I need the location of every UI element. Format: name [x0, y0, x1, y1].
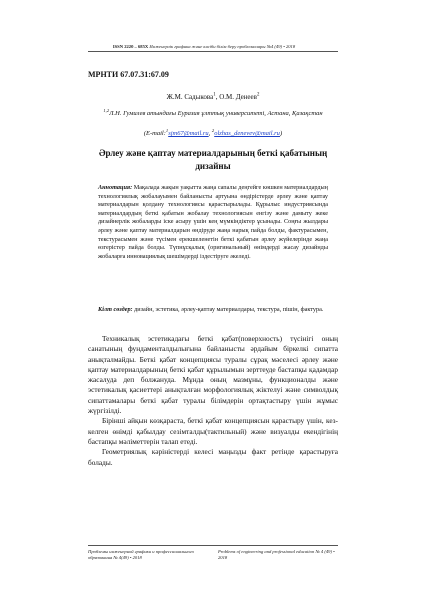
email-1-link[interactable]: sjm67@mail.ru	[168, 130, 209, 137]
paragraph-1: Техникалық эстетикадағы беткі қабат(поверхность) түсінігі оның санатының фундаменталдылығына байланысты әрдайым біркелкі сипатта анықталмайды. Беткі қабат концепциясы туралы сұрақ мәселесі әрлеу және қаптау материалдарының беткі қабат құрылымын зерттеуде бастапқы қадамдар жасалуда деп болжануда. Мұнда оның мазмұны, функционалды және эстетикалық қасиеттері анықталған морфологиялық жіктелуі және символдық сипаттамалары беткі қабат туралы білімдерін ортақтастыру үшін жұмыс жүргізілді.	[88, 334, 338, 416]
keywords-text: дизайн, эстетика, әрлеу-қаптау материалдары, текстура, пішін, фактура.	[132, 306, 324, 313]
abstract	[98, 184, 328, 261]
email-1-sup: 1	[165, 127, 169, 133]
article-title: Әрлеу және қаптау материалдарының беткі қабатының дизайны	[98, 148, 328, 171]
keywords-label: Кілт сөздер:	[98, 306, 133, 313]
author-1: Ж.М. Садыкова	[166, 93, 214, 101]
header-journal: Инженерлік графика және кәсіби білім беру проблемалары №4 (49) • 2018	[149, 44, 296, 49]
author-separator: ,	[215, 93, 220, 101]
emails-open: (E-mail:	[143, 130, 166, 137]
affiliation	[88, 109, 338, 119]
email-2-link[interactable]: olzhas_denevev@mail.ru	[214, 130, 280, 137]
affiliation-text: Л.Н. Гумилев атындағы Еуразия ұлттық университеті, Астана, Қазақстан	[109, 110, 323, 117]
affiliation-sup: 1,2	[103, 107, 110, 113]
authors	[88, 93, 338, 101]
author-2: О.М. Денеев	[219, 93, 257, 101]
header-issn: ISSN 2220 – 685Х	[112, 44, 149, 49]
body-text	[88, 334, 338, 468]
footer-left: Проблемы инженерной графики и профессионального образования № 4(49) • 2018	[88, 549, 194, 560]
paragraph-2: Бірінші айқын көзқараста, беткі қабат концепциясын қарастыру үшін, кез-келген өнімді қабылдау сезімталды(тактильный) және визуалды екендігінің бастапқы мәліметтерін талап етеді.	[88, 416, 338, 446]
paragraph-3: Геометриялық кәріністерді келесі маңызды факт ретінде қарастыруға болады.	[88, 447, 338, 467]
abstract-label: Аннотация:	[98, 184, 133, 191]
author-2-sup: 2	[256, 92, 260, 98]
author-1-sup: 1	[213, 92, 216, 98]
footer-right: Problems of engineering and professional education № 4 (49) • 2018	[218, 549, 335, 560]
keywords	[98, 306, 328, 315]
emails	[88, 127, 338, 137]
udc-code: МРНТИ 67.07.31:67.09	[88, 70, 169, 79]
header-divider	[88, 51, 338, 52]
running-header	[88, 44, 320, 49]
emails-close: )	[279, 130, 283, 137]
abstract-text: Мақалада жақын уақытта жаңа сапалы деңгейге көшкен материалдардың технологиялық жобалауымен байланысты артуына өндірістерде әрлеу және қаптау материалдарын қолдану технологиясы қарастырылады. Құрылыс индустриясында материалдардың беткі қабатын жобалау технологиясын енгізу және дамыту жеке дизайнерлік жобаларды іске асыру үшін кең мүмкіндіктер ұсынады. Соңғы жылдары әрлеу және қаптау материалдарын өндіруде жаңа нарық пайда болды, фактурасымен, текстурасымен және түсімен ерекшеленетін беткі қабатын әрлеу жүйелерінде жаңа өзгерістер пайда болды. Түпнұсқалық (оригинальный) өнімдерді жасау дизайнды жобаларға инновациялық шешімдерді іздестіруге әкеледі.	[98, 184, 328, 260]
emails-separator: ,	[208, 130, 212, 137]
email-2-sup: 2	[211, 127, 215, 133]
footer-divider	[88, 545, 338, 546]
